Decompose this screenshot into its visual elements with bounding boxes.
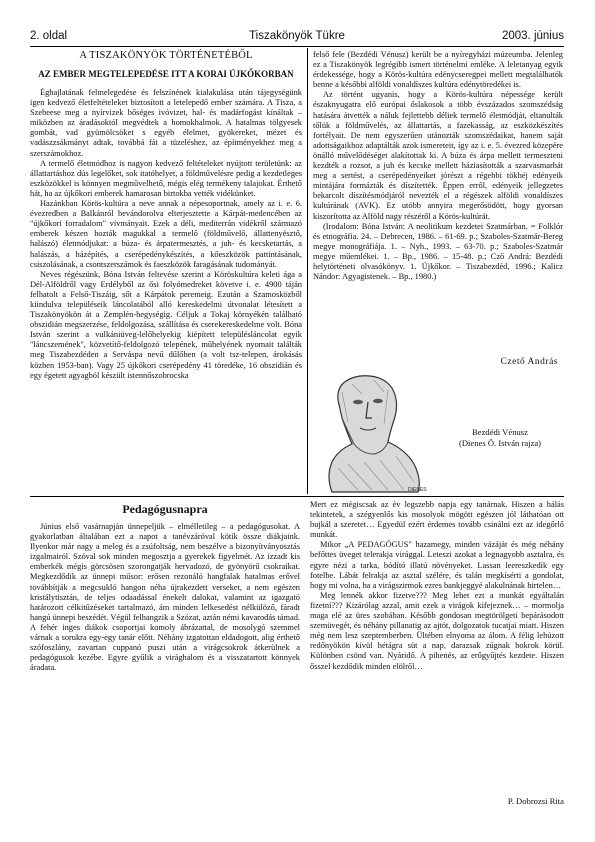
column-divider	[307, 48, 308, 494]
article2-paragraph: Június első vasárnapján ünnepeljük – elmélletileg – a pedagógusokat. A gyakorlatban általában ezt a napot a tanévzáróval kötik össze diákjaink. Ilyenkor már nagy a meleg és a zsúfoltság, nem beszélve a bizonyítványosztás izgalmairól. Szóval sok minden megosztja a gyerekek figyelmét. Az izzadt kis emberkék mégis görcsösen szorongatják hervadozó, de gyönyörű csokraikat. Megkezdődik az ünnepi műsor: erősen rezonáló hangfalak hatalmas erővel továbbítják a megcsukló hangon néha újrakezdett verseket, a nem egészen kristálytisztán, de teljes odaadással énekelt dalokat, valamint az igazgató határozott célkitűzéseket tartalmazó, ám minden lelkesedést nélkülöző, fáradt hangú ünnepi beszédét. Végül felhangzik a Szózat, aztán némi kavarodás támad. A fehér inges diákok csoportjai komoly ábrázattal, de mosolygó szemmel várnak a sorukra egy-egy tanár előtt. Néhány izgatottan eldadogott, alig érthető szófoszlány, zavartan cuppanó puszi után a virágcsokrok átkerülnek a pedagógusok kezébe. Egyre gyűlik a virághalom és a visszatartott könnyek áradata.	[30, 522, 300, 673]
page-header	[30, 30, 564, 47]
venus-figurine-drawing	[318, 372, 433, 496]
article2-title: Pedagógusnapra	[122, 502, 208, 516]
issue-date: 2003. június	[501, 30, 564, 42]
article1-author: Czető András	[500, 357, 558, 367]
artist-signature: DIENES	[408, 487, 427, 493]
article1-headline: AZ EMBER MEGTELEPEDÉSE ITT A KORAI ÚJKŐKORBAN	[38, 69, 294, 79]
article1-paragraph: Éghajlatának felmelegedése és felszínének kialakulása után tájegységünk igen kedvező életfeltételeket biztosított a letelepedő ember számára. A Tisza, a Szebeese meg a nyírvizek bőséges ivóvizet, hal- és madárfogást kínáltak – miközben az áradásoktól megvédtek a homokhalmok. A hatalmas tölgyesek gombát, vad gyümölcsöket s egyéb élelmet, gyökereket, mézet és vadászzsákmányt adtak, továbbá fát a tüzeléshez, az építményekhez meg a szerszámokhoz.	[30, 88, 302, 158]
article2-paragraph: Mert ez mégiscsak az év legszebb napja egy tanárnak. Hiszen a hálás tekintetek, a szégyenlős kis mosolyok mögött egészen jól láthatóan ott bujkál a szeretet… Egyedül ezért érdemes tovább csinálni ezt az idegőrlő munkát.	[310, 500, 564, 540]
article1-left-column	[30, 88, 302, 493]
article1-paragraph: A termelő életmódhoz is nagyon kedvező feltételeket nyújtott területünk: az állattartáshoz dús legelőket, sok itatóhelyet, a földművelésre pedig a kezdetleges eszközökkel is könnyen megművelhető, mégis elég termékeny talajokat. Érthető hát, ha az újkőkori emberek hamarosan birtokba vették vidékünket.	[30, 158, 302, 198]
article2-author: P. Dobrozsi Rita	[507, 796, 564, 806]
article1-paragraph: Neves régészünk, Bóna István feltevése szerint a Köröskultúra keleti ága a Dél-Alföldről vagy Erdélyből az ősi folyómedreket követve i. e. 4900 táján felhatolt a Felső-Tiszáig, sőt a Kárpátok peremeig. Ezután a Szamosközből kiindulva településeik láncolatából alló kereskedelmi útvonalat létesített a Tiszakönyökön át a Zemplén-hegységig. Céljuk a Tokaj környékén található obszidián megszerzése, feldolgozása, szállítása és cserekereskedelme volt. Bóna István szerint a vulkániüveg-lelőhelyekig kiépített településláncolat egyik "láncszemének", közvetítő-feldolgozó telepének, műhelyének nyomait találták meg Tiszabezdéden a Serváspa nevű dűlőben (a volt tsz-telepen, árokásás közben 1953-ban). Vagy 25 újkőkori cserépedény 41 töredéke, 16 obszidián és egy égetett agyagból készült istennőszobrocska	[30, 269, 302, 380]
article-separator	[30, 496, 564, 497]
article2-left-column	[30, 522, 300, 792]
article1-right-column	[313, 50, 563, 355]
publication-title: Tiszakönyök Tükre	[249, 30, 345, 42]
figure-caption	[440, 427, 560, 449]
article1-kicker: A TISZAKÖNYÖK TÖRTÉNETÉBŐL	[79, 50, 253, 61]
caption-title: Bezdédi Vénusz	[472, 427, 528, 437]
page-number: 2. oldal	[30, 30, 68, 42]
article2-paragraph: Mikor „A PEDAGÓGUS" hazamegy, minden vázáját és még néhány befőttes üveget telerakja virággal. Leteszi azokat a legnagyobb asztalra, és egyre nézi a tarka, bódító illatú növényeket. Lassan leereszkedik egy fotelbe. Lábát felrakja az asztal szélére, és talán megkísérti a gondolat, hogy mi volna, ha a virágszirmok ezres bankjeggyé alakulnának hirtelen…	[310, 540, 564, 590]
article2-right-column	[310, 500, 564, 792]
article1-paragraph: Hazánkban Körös-kultúra a neve annak a népesoportnak, amely az i. e. 6. évezredben a Balkánról bevándorolva elterjesztette a Kárpát-medencében az "újkőkori forradalom" vívmányait. Ezek a déli, mediterrán vidékről származó emberek készen hozták magukkal a termelő (földművelő, állattenyésztő, halászó) életmódjukat: a búza- és árpatermesztés, a juh- és kecsketartás, a halászás, a házépítés, a cserépedénykészítés, a kőeszközök pattintásának, csiszolásának, a csontszerszámok és faeszközök faragásának tudományát.	[30, 199, 302, 269]
article1-paragraph: (Irodalom: Bóna István: A neolitikum kezdetei Szatmárban. = Folklór és etnográfia. 24. – Debrecen, 1986. – 61-69. p.; Szaboles-Szatmár-Bereg megye monográfiája. 1. – Nyh., 1993. – 63-70. p.; Szaboles-Szatmár megye műemlékei. 1. – Bp., 1986. – 15-48. p.; Cző Andrá: Bezdédi helytörténeti olvasókönyv. 1. Újkőkor. – Tiszabezdéd, 1996.; Kalicz Nándor: Agyagistenek. – Bp., 1980.)	[313, 221, 563, 282]
article1-paragraph: Az történt ugyanis, hogy a Körös-kultúra népessége került északnyugatra elő európai őslakosok a több évszázados szomszédság hatására átvették a náluk fejlettebb déliek termelő életmódját, eltanulták tőlük a földművelés, az állattartás, a fazekasság, az eszközkészítés fortélyait. De nem egyszerűen utánozták szomszédaikat, hanem saját adottságaikhoz adaptálták azok ismereteit, így az i. e. 5. évezred közepére önálló művelődéséget alakítottak ki. A búza és árpa mellett termeszteni kezdték a rozsot, a juh és kecske mellett háziasították a szarvasmarhát meg a sertést, a cserépedényeiket jórészt a régebbi tökhéj edényeik mintájára formázták és díszítették. Éppen erről, edényeik jellegzetes bekarcolt díszítésmódjáról nevezték el a régészek alföldi vonaldíszes kultúrának (AVK). Ez utóbb annyira megerősödött, hogy gyorsan kiszorította az Alföld nagy részéről a Körös-kultúrát.	[313, 90, 563, 221]
article2-paragraph: Meg lennék akkor fizetve??? Meg lehet ezt a munkát egyáltalán fizetni??? Kizárólag azzal, amit ezek a virágok kifejeznek… – mormolja maga elé az üres szobában. Később gondosan megtörölgeti bepárásodott szemüvegét, és néhány pillanatig az ajtót, dolgozatok tucatjai miatt. Hiszen még nem lesz szeptemberben. Ültében elnyoma az álom. A félig lehúzott redőnyökön kívül hétágra süt a nap, darazsak zúgnak bokrok körül. Különben csönd van. Nyáridő. A pihenés, az erőgyűjtés kezdete. Hiszen ősszel kezdődik minden elölről…	[310, 590, 564, 671]
article1-heading	[30, 50, 302, 80]
article1-paragraph: felső fele (Bezdédi Vénusz) került be a nyíregyházi múzeumba. Jelenleg ez a Tiszakönyök legrégibb ismert történelmi emléke. A leletanyag egyik érdekessége, hogy a Körös-kultúra edénycseregpei mellett megtalálhatók benne a későbbi alföldi vonaldíszes kultúra edénytöredékei is.	[313, 50, 563, 90]
caption-credit: (Dienes Ö. István rajza)	[458, 438, 542, 448]
